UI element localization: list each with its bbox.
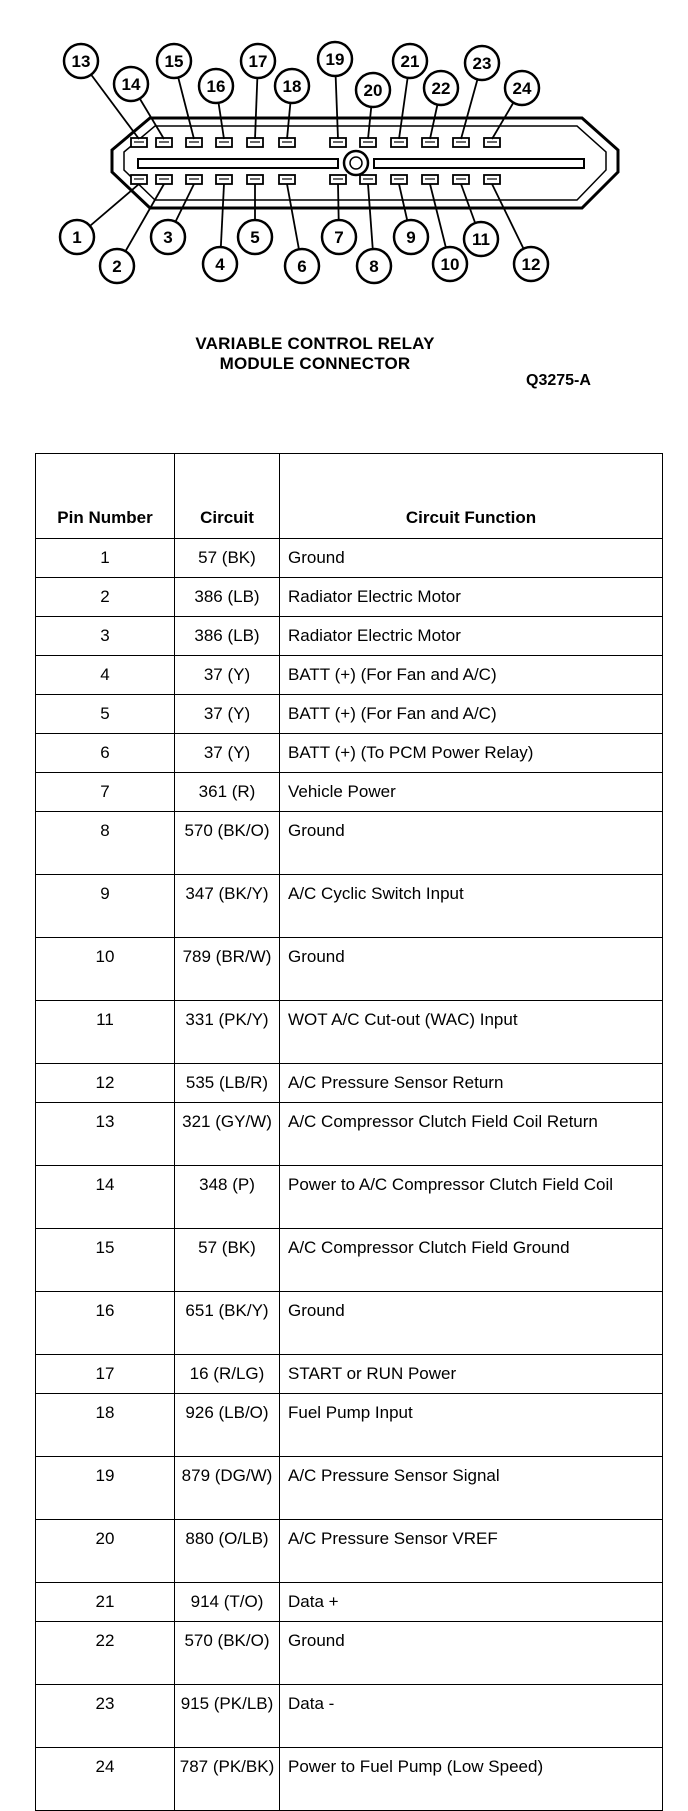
circuit-cell: 37 (Y) [175,695,280,734]
callout-pin-8-label: 8 [369,257,379,276]
circuit-cell: 914 (T/O) [175,1583,280,1622]
circuit-cell: 347 (BK/Y) [175,875,280,938]
table-row [36,1685,663,1748]
header-circuit: Circuit [175,454,280,539]
callout-pin-3-label: 3 [163,228,173,247]
pin-cell: 15 [36,1229,175,1292]
circuit-cell: 16 (R/LG) [175,1355,280,1394]
table-row [36,1748,663,1811]
circuit-cell: 787 (PK/BK) [175,1748,280,1811]
function-cell: A/C Compressor Clutch Field Coil Return [280,1103,663,1166]
function-cell: A/C Pressure Sensor Signal [280,1457,663,1520]
table-row [36,578,663,617]
function-cell: Data + [280,1583,663,1622]
connector-drawing [0,0,688,340]
pin-cell: 11 [36,1001,175,1064]
pin-cell: 2 [36,578,175,617]
circuit-cell: 651 (BK/Y) [175,1292,280,1355]
table-row [36,695,663,734]
circuit-cell: 57 (BK) [175,1229,280,1292]
callout-pin-24-label: 24 [512,79,532,98]
connector-slot-left [138,159,338,168]
function-cell: Vehicle Power [280,773,663,812]
table-row [36,1457,663,1520]
pin-cell: 9 [36,875,175,938]
table-row [36,1064,663,1103]
circuit-cell: 926 (LB/O) [175,1394,280,1457]
table-row [36,1001,663,1064]
function-cell: A/C Pressure Sensor VREF [280,1520,663,1583]
pin-cell: 18 [36,1394,175,1457]
callout-pin-4-label: 4 [215,255,225,274]
header-pin-number: Pin Number [36,454,175,539]
table-row [36,1292,663,1355]
callout-pin-5-label: 5 [250,228,260,247]
circuit-cell: 37 (Y) [175,734,280,773]
callout-pin-11-label: 11 [472,230,490,249]
circuit-cell: 361 (R) [175,773,280,812]
figure-id: Q3275-A [526,372,591,389]
table-row [36,539,663,578]
table-row [36,812,663,875]
diagram-caption-line1: VARIABLE CONTROL RELAY [195,334,435,353]
callout-pin-14-label: 14 [121,75,141,94]
pin-cell: 8 [36,812,175,875]
header-circuit-function: Circuit Function [280,454,663,539]
function-cell: Power to Fuel Pump (Low Speed) [280,1748,663,1811]
pin-cell: 4 [36,656,175,695]
function-cell: Ground [280,938,663,1001]
circuit-cell: 535 (LB/R) [175,1064,280,1103]
function-cell: BATT (+) (For Fan and A/C) [280,695,663,734]
circuit-cell: 57 (BK) [175,539,280,578]
callout-pin-18-label: 18 [282,77,302,96]
pin-cell: 20 [36,1520,175,1583]
circuit-cell: 879 (DG/W) [175,1457,280,1520]
circuit-cell: 37 (Y) [175,656,280,695]
table-row [36,1103,663,1166]
pin-cell: 1 [36,539,175,578]
circuit-cell: 570 (BK/O) [175,1622,280,1685]
function-cell: Power to A/C Compressor Clutch Field Coil [280,1166,663,1229]
table-row [36,773,663,812]
table-header-row [36,454,663,539]
table-row [36,1166,663,1229]
table-row [36,1622,663,1685]
pin-cell: 21 [36,1583,175,1622]
table-row [36,1355,663,1394]
pin-cell: 24 [36,1748,175,1811]
callout-pin-10-label: 10 [440,255,460,274]
function-cell: Fuel Pump Input [280,1394,663,1457]
callout-pin-17-label: 17 [248,52,268,71]
callout-pin-20-label: 20 [363,81,383,100]
table-row [36,1229,663,1292]
table-row [36,875,663,938]
function-cell: BATT (+) (To PCM Power Relay) [280,734,663,773]
callout-pin-21-label: 21 [400,52,420,71]
function-cell: START or RUN Power [280,1355,663,1394]
pin-cell: 22 [36,1622,175,1685]
circuit-cell: 915 (PK/LB) [175,1685,280,1748]
function-cell: Radiator Electric Motor [280,578,663,617]
pin-cell: 3 [36,617,175,656]
function-cell: BATT (+) (For Fan and A/C) [280,656,663,695]
pin-cell: 5 [36,695,175,734]
pin-table [35,453,663,1811]
pin-cell: 13 [36,1103,175,1166]
callout-pin-22-label: 22 [431,79,451,98]
function-cell: Ground [280,812,663,875]
circuit-cell: 386 (LB) [175,578,280,617]
callout-pin-6-label: 6 [297,257,307,276]
pin-cell: 14 [36,1166,175,1229]
callout-pin-12-label: 12 [521,255,541,274]
connector-slot-right [374,159,584,168]
circuit-cell: 321 (GY/W) [175,1103,280,1166]
callout-pin-15-label: 15 [164,52,184,71]
circuit-cell: 331 (PK/Y) [175,1001,280,1064]
callout-pin-9-label: 9 [406,228,416,247]
circuit-cell: 789 (BR/W) [175,938,280,1001]
pin-cell: 16 [36,1292,175,1355]
table-row [36,938,663,1001]
function-cell: WOT A/C Cut-out (WAC) Input [280,1001,663,1064]
callout-pin-2-label: 2 [112,257,122,276]
circuit-cell: 570 (BK/O) [175,812,280,875]
diagram-caption-line2: MODULE CONNECTOR [219,354,411,373]
circuit-cell: 880 (O/LB) [175,1520,280,1583]
callout-pin-13-label: 13 [71,52,91,71]
pin-cell: 12 [36,1064,175,1103]
table-row [36,617,663,656]
function-cell: Ground [280,1292,663,1355]
function-cell: A/C Pressure Sensor Return [280,1064,663,1103]
table-row [36,1394,663,1457]
callout-pin-1-label: 1 [72,228,82,247]
pin-cell: 6 [36,734,175,773]
pin-cell: 7 [36,773,175,812]
table-row [36,1520,663,1583]
callout-pin-7-label: 7 [334,228,344,247]
function-cell: Radiator Electric Motor [280,617,663,656]
pin-cell: 10 [36,938,175,1001]
function-cell: Ground [280,1622,663,1685]
table-row [36,1583,663,1622]
table-row [36,734,663,773]
callout-pin-23-label: 23 [472,54,492,73]
pin-cell: 17 [36,1355,175,1394]
callout-pin-16-label: 16 [206,77,226,96]
connector-diagram [0,0,688,400]
table-row [36,656,663,695]
callout-pin-19-label: 19 [325,50,345,69]
function-cell: Ground [280,539,663,578]
function-cell: A/C Compressor Clutch Field Ground [280,1229,663,1292]
function-cell: Data - [280,1685,663,1748]
function-cell: A/C Cyclic Switch Input [280,875,663,938]
pin-cell: 19 [36,1457,175,1520]
circuit-cell: 348 (P) [175,1166,280,1229]
pin-cell: 23 [36,1685,175,1748]
circuit-cell: 386 (LB) [175,617,280,656]
